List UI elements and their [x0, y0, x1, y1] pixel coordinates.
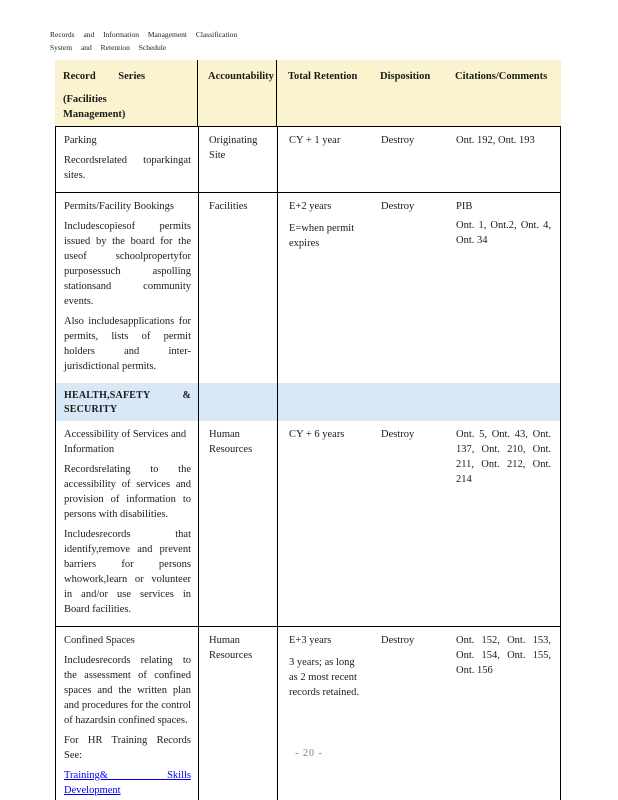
record-description: Recordsrelating to the accessibility of services and provision of information to persons with disabilities.: [64, 464, 191, 520]
record-series-cell: [56, 193, 199, 383]
record-series-cell: [56, 127, 199, 192]
table-row-confined-spaces: [55, 626, 561, 800]
table-header-row: [55, 60, 561, 126]
citations-cell: Ont. 152, Ont. 153, Ont. 154, Ont. 155, Ont. 156: [456, 635, 551, 676]
header-record-series: [55, 60, 198, 126]
citations-cell: Ont. 192, Ont. 193: [456, 135, 535, 146]
header-disposition: Disposition: [380, 71, 431, 82]
retention-cell: E+3 years 3 years; as long as 2 most recent records retained.: [289, 635, 359, 698]
table-row-parking: [55, 126, 561, 192]
record-description: For HR Training Records See:: [64, 735, 191, 761]
citations-cell: Ont. 5, Ont. 43, Ont. 137, Ont. 210, Ont. 211, Ont. 212, Ont. 214: [456, 429, 551, 485]
section-header-health-safety-security: [55, 383, 561, 421]
header-citations: Citations/Comments: [455, 71, 548, 82]
accountability-cell: Originating Site: [199, 127, 278, 192]
record-description: Also includesapplications for permits, lists of permit holders and inter-jurisdictional permits.: [64, 316, 191, 372]
disposition-cell: Destroy: [381, 135, 415, 146]
disposition-cell: Destroy: [381, 635, 415, 646]
record-title: Accessibility of Services and Information: [64, 429, 187, 455]
retention-cell: CY + 1 year: [289, 135, 341, 146]
disposition-cell: Destroy: [381, 201, 415, 212]
table-row-accessibility-of-services: [55, 421, 561, 626]
record-description: Includescopiesof permits issued by the board for the useof schoolpropertyfor purposessuch aspolling stationsand community events.: [64, 221, 191, 307]
record-description: Recordsrelated toparkingat sites.: [64, 155, 191, 181]
section-header-label-cell: HEALTH,SAFETY & SECURITY: [56, 383, 199, 421]
record-series-cell: [56, 627, 199, 800]
training-skills-development-link[interactable]: Training& Skills Development: [64, 770, 191, 796]
accountability-cell: Human Resources: [199, 421, 278, 626]
header-record-series-line1: Record Series: [63, 71, 146, 82]
header-record-series-line2: (Facilities Management): [63, 94, 126, 120]
record-title: Permits/Facility Bookings: [64, 201, 174, 212]
accountability-cell: Facilities: [199, 193, 278, 383]
record-description: Includesrecords that identify,remove and prevent barriers for persons whowork,learn or volunteer in and/or use services in Board facilities.: [64, 529, 191, 615]
record-title: Parking: [64, 135, 97, 146]
document-title-line2: System and Retention Schedule: [50, 43, 167, 52]
disposition-cell: Destroy: [381, 429, 415, 440]
header-total-retention: Total Retention: [288, 71, 358, 82]
citations-cell: PIB Ont. 1, Ont.2, Ont. 4, Ont. 34: [456, 201, 551, 246]
record-description: Includesrecords relating to the assessment of confined spaces and the written plan and procedures for the control of hazardsin confined spaces.: [64, 655, 191, 726]
table-row-permits-facility-bookings: [55, 192, 561, 383]
retention-schedule-table: [55, 60, 561, 800]
accountability-cell: Human Resources: [199, 627, 278, 800]
document-title-line1: Records and Information Management Classification: [50, 30, 238, 39]
page-number: - 20 -: [295, 748, 323, 759]
record-title: Confined Spaces: [64, 635, 135, 646]
retention-cell: E+2 years E=when permit expires: [289, 201, 355, 249]
record-series-cell: [56, 421, 199, 626]
retention-cell: CY + 6 years: [289, 429, 345, 440]
header-accountability: Accountability: [198, 60, 277, 126]
document-title: [50, 28, 280, 54]
